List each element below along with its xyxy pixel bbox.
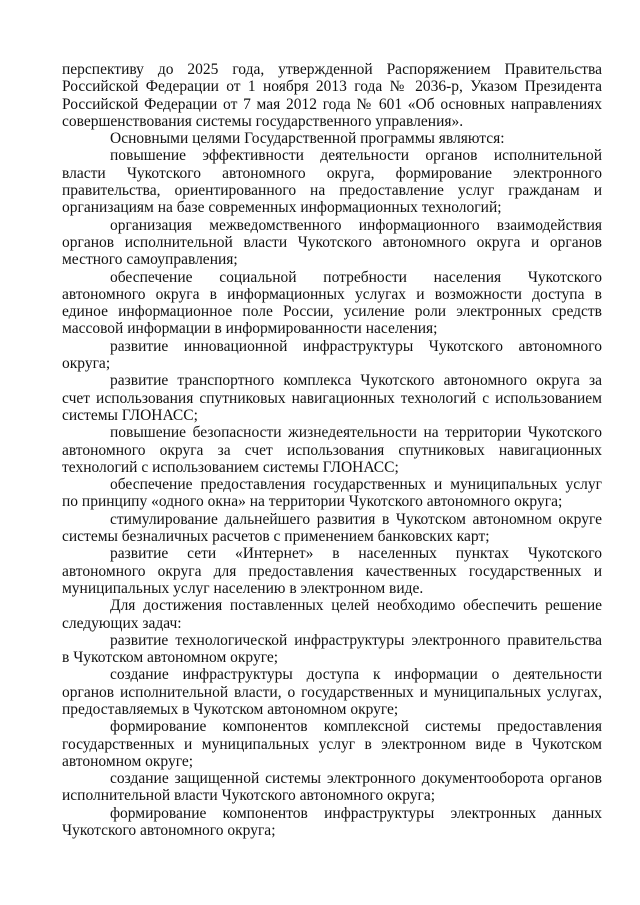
text-line: по принципу «одного окна» на территории Чукотского автономного округа; [62,493,563,511]
text-line: муниципальных услуг населению в электронном виде. [62,579,424,597]
paragraph [62,217,602,269]
paragraph [62,666,602,718]
paragraph [62,805,602,840]
paragraph [62,61,602,130]
text-line: формирование компонентов комплексной системы предоставления [110,718,602,736]
paragraph [62,476,602,511]
text-line: в Чукотском автономном округе; [62,649,279,667]
text-line: исполнительной власти Чукотского автономного округа; [62,787,436,805]
text-line: органов исполнительной власти Чукотского автономного округа и органов [62,233,602,251]
paragraph [62,545,602,597]
paragraph [62,597,602,632]
text-line: автономного округа для предоставления качественных государственных и [62,562,602,580]
text-line: технологий с использованием системы ГЛОНАСС; [62,458,399,476]
text-line: системы ГЛОНАСС; [62,406,198,424]
text-line: формирование компонентов инфраструктуры электронных данных [110,804,602,822]
paragraph [62,147,602,216]
paragraph [62,770,602,805]
text-line: стимулирование дальнейшего развития в Чукотском автономном округе [110,510,602,528]
text-line: обеспечение социальной потребности населения Чукотского [110,268,602,286]
text-line: власти Чукотского автономного округа, формирование электронного [62,164,602,182]
text-line: повышение безопасности жизнедеятельности на территории Чукотского [110,424,602,442]
text-line: развитие инновационной инфраструктуры Чукотского автономного [110,337,602,355]
text-line: автономного округа за счет использования спутниковых навигационных [62,441,602,459]
text-line: системы безналичных расчетов с применением банковских карт; [62,528,490,546]
text-line: Основными целями Государственной программы являются: [110,130,505,148]
text-line: развитие технологической инфраструктуры электронного правительства [110,631,602,649]
text-line: повышение эффективности деятельности органов исполнительной [110,147,602,165]
text-line: предоставляемых в Чукотском автономном округе; [62,700,399,718]
text-line: создание инфраструктуры доступа к информации о деятельности [110,666,602,684]
text-line: Для достижения поставленных целей необходимо обеспечить решение [110,597,602,615]
text-line: автономном округе; [62,752,194,770]
paragraph [62,718,602,770]
text-line: счет использования спутниковых навигационных технологий с использованием [62,389,602,407]
text-line: государственных и муниципальных услуг в электронном виде в Чукотском [62,735,602,753]
text-line: перспективу до 2025 года, утвержденной Распоряжением Правительства [62,61,602,78]
paragraph [62,338,602,373]
text-line: Российской Федерации от 7 мая 2012 года № 601 «Об основных направлениях [62,95,602,113]
text-line: развитие транспортного комплекса Чукотского автономного округа за [110,372,602,390]
text-line: Чукотского автономного округа; [62,822,276,840]
text-line: организациям на базе современных информационных технологий; [62,199,502,217]
text-line: местного самоуправления; [62,251,238,269]
text-line: развитие сети «Интернет» в населенных пунктах Чукотского [110,545,602,563]
text-line: совершенствования системы государственного управления». [62,112,464,130]
paragraph [62,632,602,667]
paragraph [62,511,602,546]
text-line: округа; [62,355,111,373]
text-line: массовой информации в информированности населения; [62,320,438,338]
text-line: единое информационное поле России, усиление роли электронных средств [62,303,602,321]
paragraph [62,372,602,424]
text-line: правительства, ориентированного на предоставление услуг гражданам и [62,182,602,200]
document-page [62,61,602,839]
text-line: органов исполнительной власти, о государственных и муниципальных услугах, [62,683,602,701]
paragraph [62,424,602,476]
text-line: Российской Федерации от 1 ноября 2013 года № 2036-р, Указом Президента [62,78,602,96]
paragraph [62,130,602,147]
text-line: организация межведомственного информационного взаимодействия [110,216,602,234]
text-line: следующих задач: [62,614,182,632]
text-line: автономного округа в информационных услугах и возможности доступа в [62,285,602,303]
text-line: создание защищенной системы электронного документооборота органов [110,770,602,788]
paragraph [62,269,602,338]
text-line: обеспечение предоставления государственных и муниципальных услуг [110,476,602,494]
